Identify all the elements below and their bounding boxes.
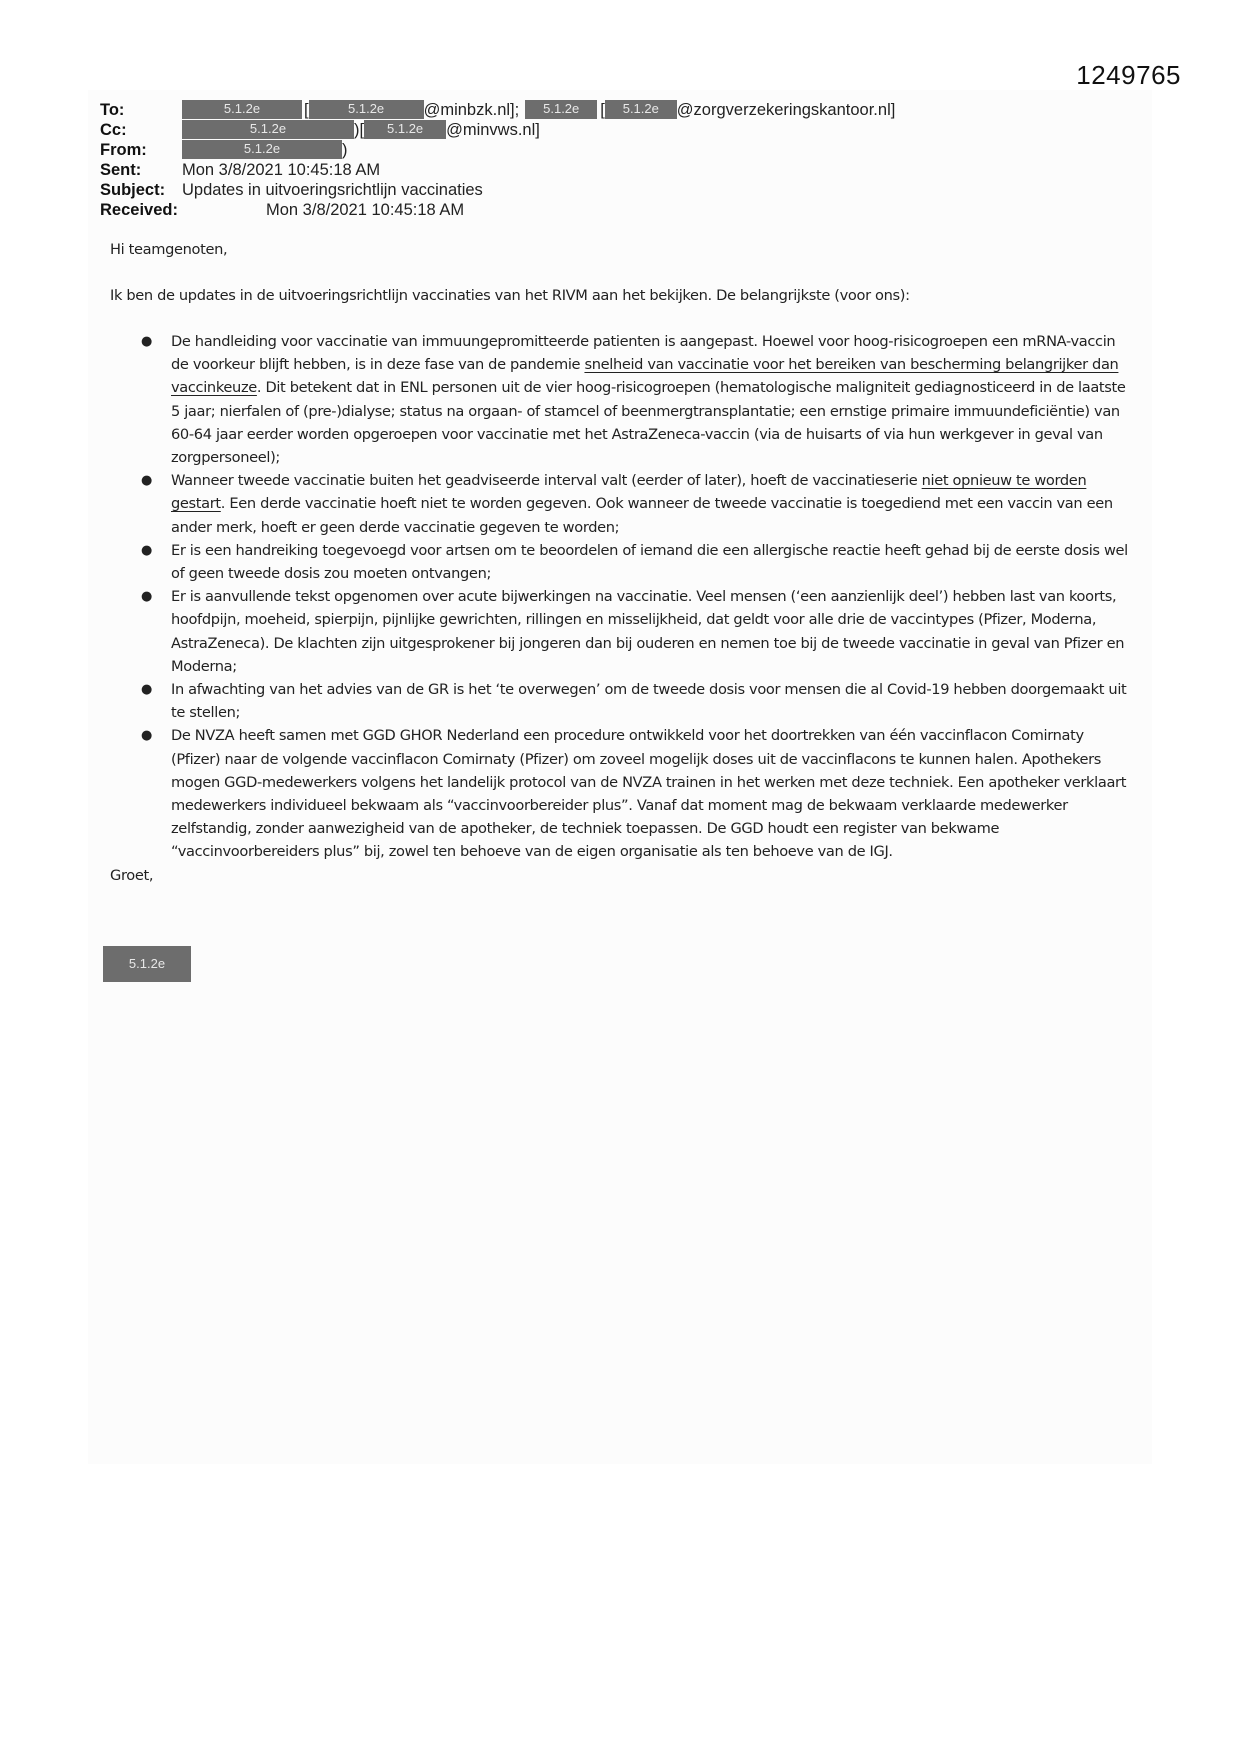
cc-domain-minvws: @minvws.nl] [446,121,540,139]
list-item: ● De handleiding voor vaccinatie van immuungepromitteerde patienten is aangepast. Hoewel voor hoog-risicogroepen een mRNA-vaccin de voorkeur blijft hebben, is in deze fase van de pandemie snelheid van vaccinatie voor het bereiken van bescherming belangrijker dan vaccinkeuze. Dit betekent dat in ENL personen uit de vier hoog-risicogroepen (hematologische maligniteit gediagnosticeerd in de laatste 5 jaar; nierfalen of (pre-)dialyse; status na orgaan- of stamcel of beenmergtransplantatie; een ernstige primaire immuundeficiëntie) van 60-64 jaar eerder worden opgeroepen voor vaccinatie met het AstraZeneca-vaccin (via de huisarts of via hun werkgever in geval van zorgpersoneel); [110,330,1130,469]
redaction-box: 5.1.2e [182,120,354,139]
to-domain-minbzk: @minbzk.nl]; [423,101,520,119]
redaction-box: 5.1.2e [182,100,302,119]
received-label: Received: [100,201,178,219]
received-value: Mon 3/8/2021 10:45:18 AM [266,201,465,219]
subject-value: Updates in uitvoeringsrichtlijn vaccinaties [182,181,483,199]
bullet-icon: ● [141,728,152,744]
sent-label: Sent: [100,161,142,179]
email-body [110,238,1130,887]
redaction-box: 5.1.2e [182,140,342,159]
greeting: Hi teamgenoten, [110,241,228,258]
list-item: ● De NVZA heeft samen met GGD GHOR Nederland een procedure ontwikkeld voor het doortrekken van één vaccinflacon Comirnaty (Pfizer) naar de volgende vaccinflacon Comirnaty (Pfizer) om zoveel mogelijk doses uit de vaccinflacons te kunnen halen. Apothekers mogen GGD-medewerkers volgens het landelijk protocol van de NVZA trainen in het werken met deze techniek. Een apotheker verklaart medewerkers individueel bekwaam als “vaccinvoorbereider plus”. Vanaf dat moment mag de bekwaam verklaarde medewerker zelfstandig, zonder aanwezigheid van de apotheker, de techniek toepassen. De GGD houdt een register van bekwame “vaccinvoorbereiders plus” bij, zowel ten behoeve van de eigen organisatie als ten behoeve van de IGJ. [110,724,1130,863]
list-item: ● In afwachting van het advies van de GR is het ‘te overwegen’ om de tweede dosis voor mensen die al Covid-19 hebben doorgemaakt uit te stellen; [110,678,1130,724]
document-number: 1249765 [1076,60,1181,90]
to-value [182,100,895,120]
to-bracket: [ [600,101,605,119]
from-label: From: [100,141,147,159]
signature-redaction-box: 5.1.2e [103,946,191,982]
from-value [182,140,348,160]
to-bracket: [ [304,101,309,119]
to-label: To: [100,101,125,119]
list-item: ● Wanneer tweede vaccinatie buiten het geadviseerde interval valt (eerder of later), hoeft de vaccinatieserie niet opnieuw te worden gestart. Een derde vaccinatie hoeft niet te worden gegeven. Ook wanneer de tweede vaccinatie is toegediend met een vaccin van een ander merk, hoeft er geen derde vaccinatie gegeven te worden; [110,469,1130,539]
list-item: ● Er is een handreiking toegevoegd voor artsen om te beoordelen of iemand die een allergische reactie heeft gehad bij de eerste dosis wel of geen tweede dosis zou moeten ontvangen; [110,539,1130,585]
redaction-box: 5.1.2e [309,100,424,119]
bullet-icon: ● [141,542,152,558]
closing: Groet, [110,866,154,884]
from-close-paren: ) [342,141,348,159]
cc-value [182,120,540,140]
bullet-icon: ● [141,334,152,349]
sent-value: Mon 3/8/2021 10:45:18 AM [182,161,381,179]
bullet-icon: ● [141,589,152,605]
bullet-icon: ● [141,682,152,698]
redaction-box: 5.1.2e [525,100,597,119]
bullet-icon: ● [141,473,152,489]
redaction-box: 5.1.2e [364,120,446,139]
intro-paragraph: Ik ben de updates in de uitvoeringsrichtlijn vaccinaties van het RIVM aan het bekijken. De belangrijkste (voor ons): [110,287,910,304]
update-list [110,330,1130,864]
to-domain-zorgverzekeringskantoor: @zorgverzekeringskantoor.nl] [676,101,896,119]
cc-bracket: )[ [354,121,365,139]
subject-label: Subject: [100,181,166,199]
underlined-emphasis: snelheid van vaccinatie voor het bereiken van bescherming belangrijker dan vaccinkeuze [171,356,1119,397]
redaction-box: 5.1.2e [605,100,677,119]
underlined-emphasis: niet opnieuw te worden gestart [171,472,1087,513]
list-item: ● Er is aanvullende tekst opgenomen over acute bijwerkingen na vaccinatie. Veel mensen (‘een aanzienlijk deel’) hebben last van koorts, hoofdpijn, moeheid, spierpijn, pijnlijke gewrichten, rillingen en misselijkheid, dat geldt voor alle drie de vaccintypes (Pfizer, Moderna, AstraZeneca). De klachten zijn uitgesprokener bij jongeren dan bij ouderen en nemen toe bij de tweede vaccinatie in geval van Pfizer en Moderna; [110,585,1130,678]
cc-label: Cc: [100,121,127,139]
